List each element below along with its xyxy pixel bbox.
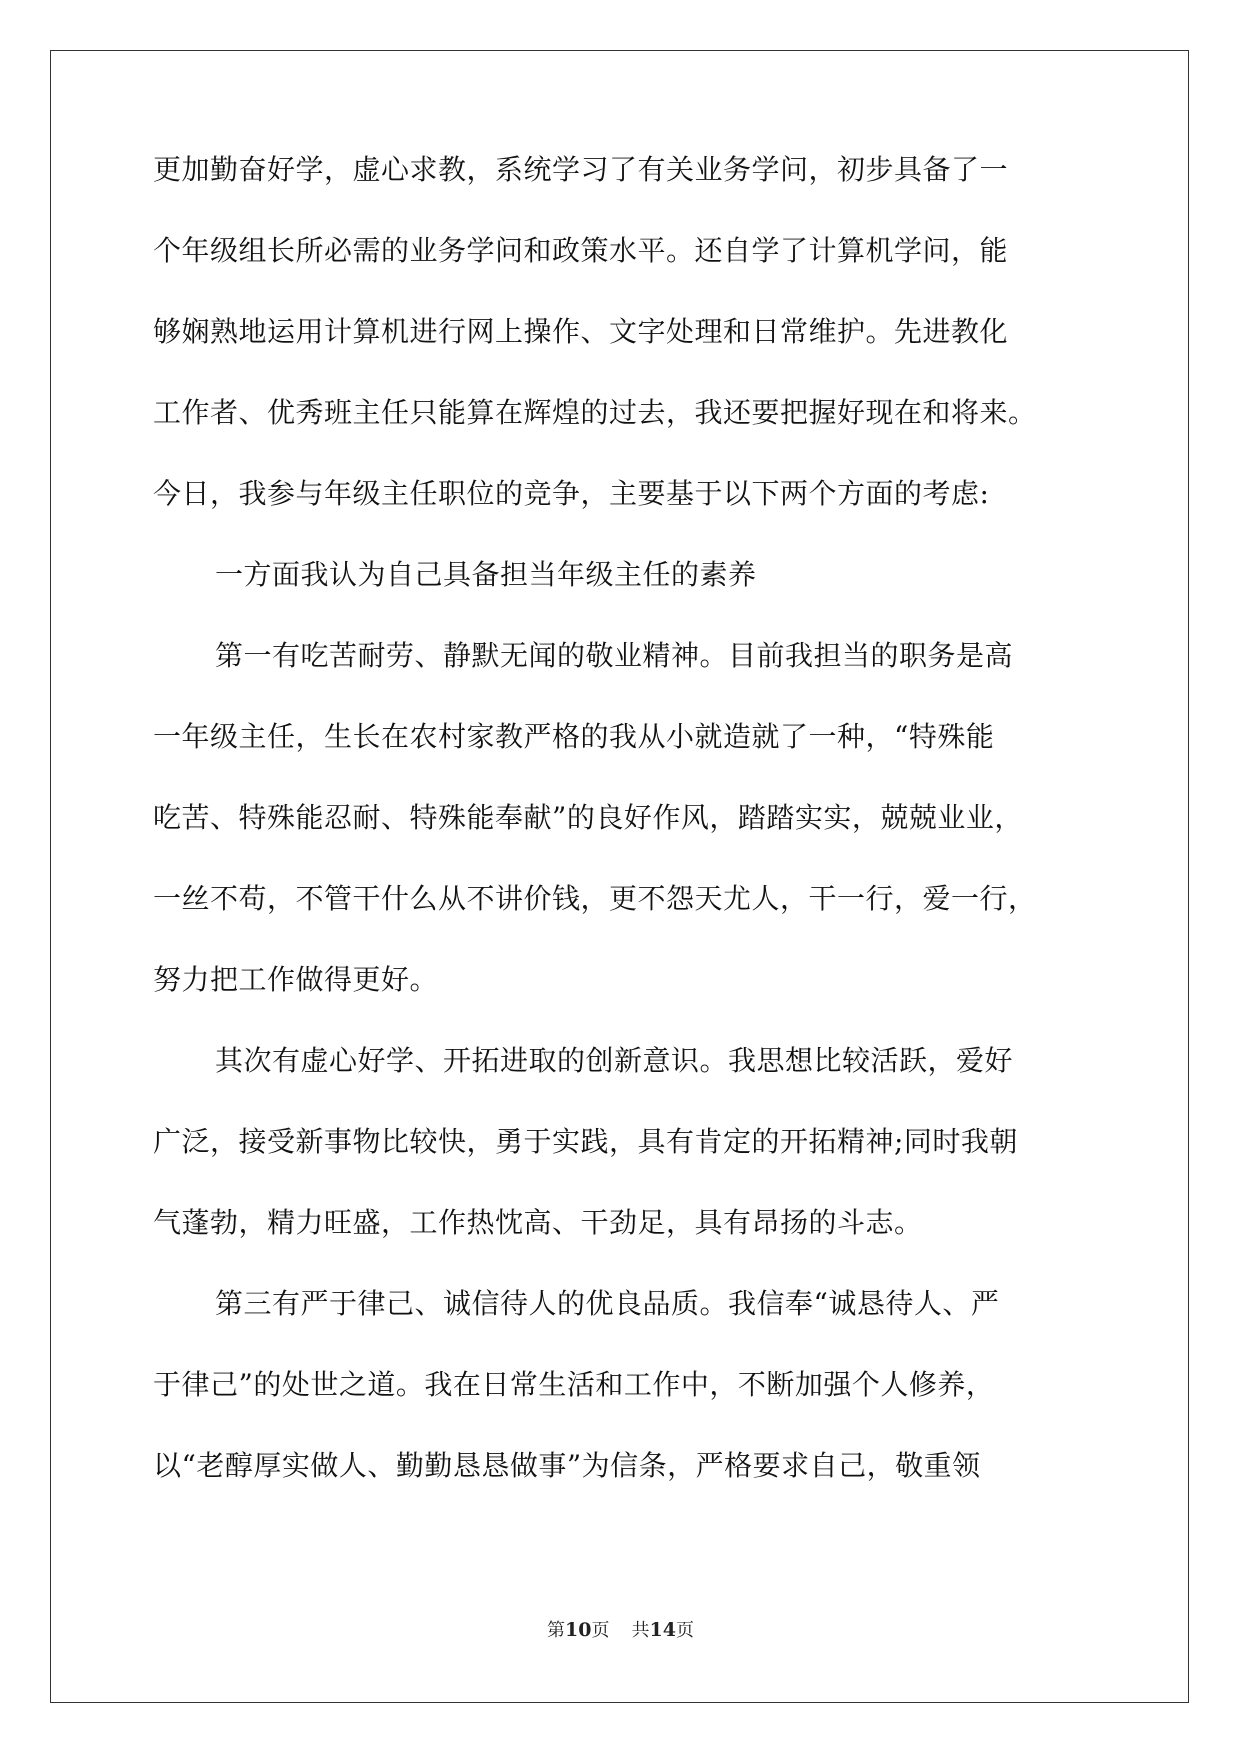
text-line: 够娴熟地运用计算机进行网上操作、文字处理和日常维护。先进教化: [153, 315, 1009, 348]
text-line: 工作者、优秀班主任只能算在辉煌的过去，我还要把握好现在和将来。: [153, 396, 1037, 429]
text-line: 个年级组长所必需的业务学问和政策水平。还自学了计算机学问，能: [153, 234, 1009, 267]
text-line: 吃苦、特殊能忍耐、特殊能奉献”的良好作风，踏踏实实，兢兢业业，: [153, 801, 1023, 834]
text-line: 一年级主任，生长在农村家教严格的我从小就造就了一种，“特殊能: [153, 720, 995, 753]
total-suffix: 页: [675, 1620, 694, 1641]
paragraph-start: 第一有吃苦耐劳、静默无闻的敬业精神。目前我担当的职务是高: [215, 639, 1014, 672]
text-line: 努力把工作做得更好。: [153, 963, 439, 996]
document-body: [153, 150, 1093, 1527]
text-line: 以“老醇厚实做人、勤勤恳恳做事”为信条，严格要求自己，敬重领: [153, 1449, 981, 1482]
text-line: 气蓬勃，精力旺盛，工作热忱高、干劲足，具有昂扬的斗志。: [153, 1206, 923, 1239]
total-pages: 14: [649, 1619, 676, 1641]
text-line: 于律己”的处世之道。我在日常生活和工作中，不断加强个人修养，: [153, 1368, 995, 1401]
total-prefix: 共: [631, 1620, 650, 1641]
text-line: 广泛，接受新事物比较快，勇于实践，具有肯定的开拓精神;同时我朝: [153, 1125, 1018, 1158]
section-heading: 一方面我认为自己具备担当年级主任的素养: [215, 558, 757, 591]
paragraph-start: 其次有虚心好学、开拓进取的创新意识。我思想比较活跃，爱好: [215, 1044, 1014, 1077]
paragraph-start: 第三有严于律己、诚信待人的优良品质。我信奉“诚恳待人、严: [215, 1287, 1000, 1320]
text-line: 一丝不苟，不管干什么从不讲价钱，更不怨天尤人，干一行，爱一行，: [153, 882, 1037, 915]
page-footer: [0, 1618, 1241, 1643]
page-number: 10: [565, 1619, 592, 1641]
text-line: 今日，我参与年级主任职位的竞争，主要基于以下两个方面的考虑:: [153, 477, 990, 510]
text-line: 更加勤奋好学，虚心求教，系统学习了有关业务学问，初步具备了一: [153, 153, 1009, 186]
page-suffix: 页: [591, 1620, 610, 1641]
page-prefix: 第: [547, 1620, 566, 1641]
